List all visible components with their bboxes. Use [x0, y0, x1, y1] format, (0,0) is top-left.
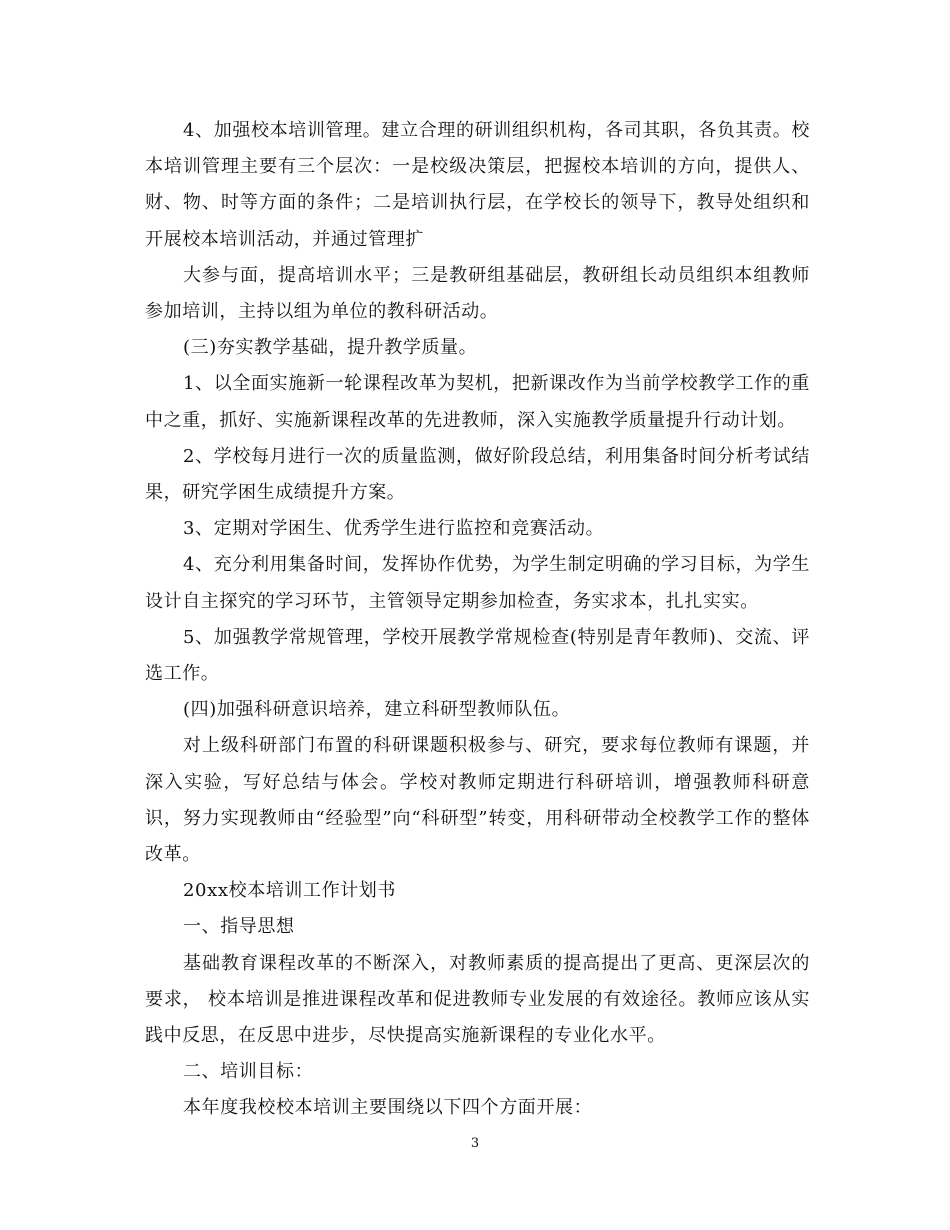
paragraph-15: 本年度我校校本培训主要围绕以下四个方面开展： — [183, 1097, 593, 1119]
paragraph-10: 对上级科研部门布置的科研课题积极参与、研究，要求每位教师有课题，并深入实验，写好总结与体会。学校对教师定期进行科研培训，增强教师科研意识，努力实现教师由“经验型”向“科研型”转变，用科研带动全校教学工作的整体改革。 — [145, 735, 810, 866]
paragraph-8: 5、加强教学常规管理，学校开展教学常规检查(特别是青年教师)、交流、评选工作。 — [145, 626, 810, 685]
paragraph-7: 4、充分利用集备时间，发挥协作优势，为学生制定明确的学习目标，为学生设计自主探究的学习环节，主管领导定期参加检查，务实求本，扎扎实实。 — [145, 554, 810, 612]
section-heading-3: (三)夯实教学基础，提升教学质量。 — [183, 337, 478, 359]
document-body — [145, 113, 810, 1127]
paragraph-2: 大参与面，提高培训水平；三是教研组基础层，教研组长动员组织本组教师参加培训，主持以组为单位的教科研活动。 — [145, 264, 810, 323]
paragraph-6: 3、定期对学困生、优秀学生进行监控和竞赛活动。 — [183, 518, 605, 540]
paragraph-13: 基础教育课程改革的不断深入，对教师素质的提高提出了更高、更深层次的要求， 校本培训是推进课程改革和促进教师专业发展的有效途径。教师应该从实践中反思，在反思中进步，尽快提高实施新课程的专业化水平。 — [145, 952, 810, 1047]
heading-guiding-ideology: 一、指导思想 — [183, 916, 295, 938]
paragraph-5: 2、学校每月进行一次的质量监测，做好阶段总结，利用集备时间分析考试结果，研究学困生成绩提升方案。 — [145, 445, 810, 504]
paragraph-1: 4、加强校本培训管理。建立合理的研训组织机构，各司其职，各负其责。校本培训管理主要有三个层次：一是校级决策层，把握校本培训的方向，提供人、财、物、时等方面的条件；二是培训执行层，在学校长的领导下，教导处组织和开展校本培训活动，并通过管理扩 — [145, 120, 810, 250]
page-number: 3 — [470, 1136, 480, 1151]
section-heading-4: (四)加强科研意识培养，建立科研型教师队伍。 — [183, 699, 571, 721]
heading-training-goals: 二、培训目标： — [183, 1061, 314, 1083]
document-title: 20xx校本培训工作计划书 — [183, 880, 397, 902]
paragraph-4: 1、以全面实施新一轮课程改革为契机，把新课改作为当前学校教学工作的重中之重，抓好、实施新课程改革的先进教师，深入实施教学质量提升行动计划。 — [145, 373, 810, 431]
